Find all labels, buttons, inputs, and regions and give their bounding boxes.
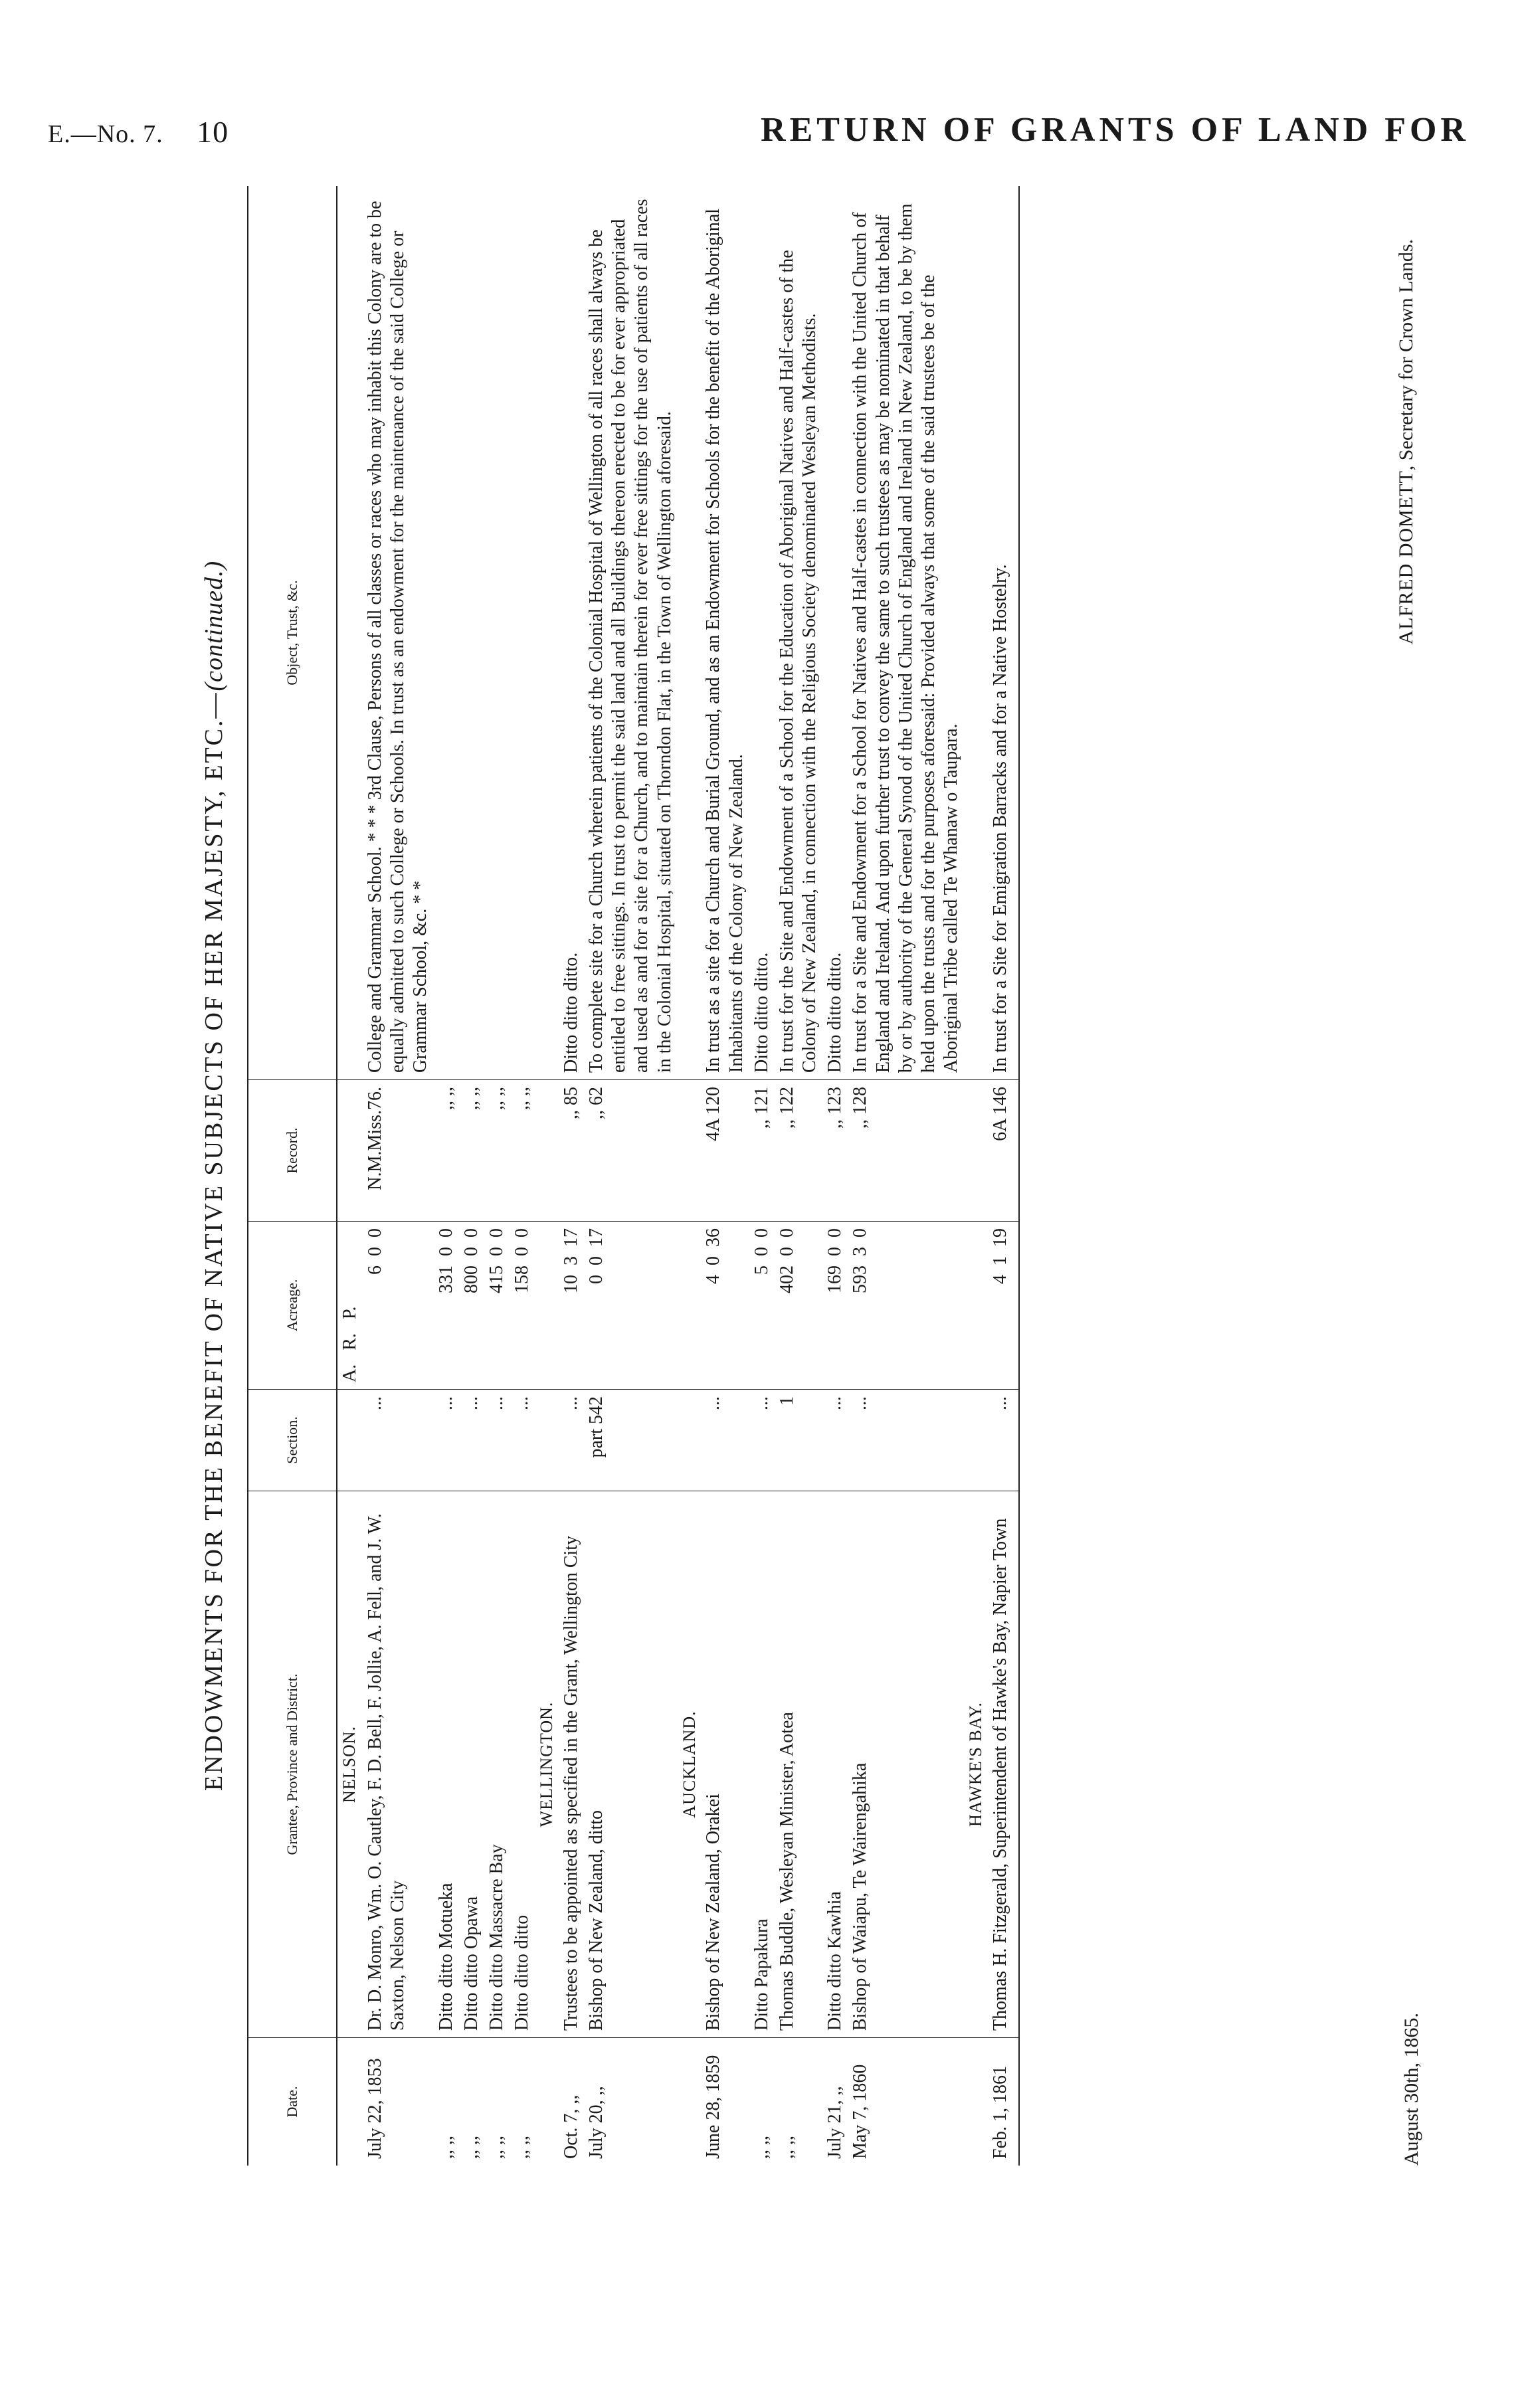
row-object: Ditto ditto ditto. — [559, 186, 584, 1080]
row-object: Ditto ditto ditto. — [822, 186, 848, 1080]
row-date: ,, ,, — [460, 2136, 482, 2159]
row-date: July 21, ,, — [824, 2086, 846, 2159]
row-date: Oct. 7, ,, — [560, 2094, 581, 2159]
row-object: To complete site for a Church wherein patients of the Colonial Hospital of Wellington of all races shall always be entitled to free sittings. In trust to permit the said land and all Buildings thereon erected to be for ever appropriated and used as and for a site for a Church, and to maintain therein for ever free sittings for the use of patients of all races in the Colonial Hospital, situated on Thorndon Flat, in the Town of Wellington aforesaid. — [584, 186, 678, 1080]
row-record: ,, 62 — [584, 1080, 678, 1222]
signature-title: , Secretary for Crown Lands. — [1395, 239, 1417, 471]
row-section: ... — [749, 1390, 775, 1491]
col-date: Date. — [248, 2038, 337, 2166]
province-row — [678, 186, 702, 2166]
table-row — [822, 186, 848, 2166]
row-section: ... — [510, 1390, 535, 1491]
row-date: ,, ,, — [486, 2136, 507, 2159]
row-grantee: Bishop of New Zealand, Orakei — [701, 1491, 749, 2038]
empty-cell — [337, 1390, 363, 1491]
row-record: ,, ,, — [434, 1080, 459, 1222]
table-row — [749, 186, 775, 2166]
row-section: part 542 — [584, 1390, 678, 1491]
footer-date: August 30th, 1865. — [1400, 2012, 1422, 2166]
signature-name: ALFRED DOMETT — [1395, 470, 1417, 645]
empty-cell — [535, 186, 559, 1080]
row-acreage: 800 0 0 — [459, 1222, 484, 1390]
row-section: ... — [363, 1390, 433, 1491]
col-section: Section. — [248, 1390, 337, 1491]
empty-cell — [535, 1390, 559, 1491]
empty-cell — [337, 2038, 363, 2166]
row-acreage: 158 0 0 — [510, 1222, 535, 1390]
col-object: Object, Trust, &c. — [248, 186, 337, 1080]
table-row — [363, 186, 433, 2166]
empty-cell — [678, 186, 702, 1080]
table-row — [510, 186, 535, 2166]
table-row — [848, 186, 964, 2166]
row-grantee: Ditto ditto Massacre Bay — [484, 1491, 510, 2038]
row-acreage: 169 0 0 — [822, 1222, 848, 1390]
row-object — [459, 186, 484, 1080]
province-cell — [964, 1491, 988, 2038]
row-section: ... — [484, 1390, 510, 1491]
row-date: June 28, 1859 — [703, 2055, 724, 2159]
row-record: ,, 121 — [749, 1080, 775, 1222]
empty-cell — [678, 1390, 702, 1491]
col-record: Record. — [248, 1080, 337, 1222]
footer-signature — [1395, 239, 1418, 644]
row-acreage: 6 0 0 — [363, 1222, 433, 1390]
empty-cell — [337, 186, 363, 1080]
row-object: In trust as a site for a Church and Burial Ground, and as an Endowment for Schools for the benefit of the Aboriginal Inhabitants of the Colony of New Zealand. — [701, 186, 749, 1080]
row-section: ... — [459, 1390, 484, 1491]
row-date: Feb. 1, 1861 — [988, 2038, 1019, 2166]
rotated-table-block — [199, 186, 1501, 2166]
row-section: ... — [988, 1390, 1019, 1491]
table-title — [199, 186, 229, 2166]
row-acreage: 0 0 17 — [584, 1222, 678, 1390]
row-grantee: Dr. D. Monro, Wm. O. Cautley, F. D. Bell, F. Jollie, A. Fell, and J. W. Saxton, Nelson City — [363, 1491, 433, 2038]
table-row — [459, 186, 484, 2166]
table-row — [701, 186, 749, 2166]
empty-cell — [535, 1080, 559, 1222]
row-grantee: Ditto Papakura — [749, 1491, 775, 2038]
report-ref-label: E.—No. 7. — [48, 120, 163, 148]
table-row — [584, 186, 678, 2166]
row-grantee: Bishop of New Zealand, ditto — [584, 1491, 678, 2038]
row-record: ,, ,, — [510, 1080, 535, 1222]
table-row — [775, 186, 822, 2166]
row-grantee: Ditto ditto Kawhia — [822, 1491, 848, 2038]
table-header-row — [248, 186, 337, 2166]
row-date: ,, ,, — [751, 2136, 772, 2159]
empty-cell — [535, 1222, 559, 1390]
row-section: 1 — [775, 1390, 822, 1491]
row-date: May 7, 1860 — [850, 2064, 871, 2159]
empty-cell — [964, 1222, 988, 1390]
province-wellington: WELLINGTON. — [537, 1701, 557, 1827]
row-grantee: Ditto ditto Motueka — [434, 1491, 459, 2038]
empty-cell — [964, 1080, 988, 1222]
province-row — [535, 186, 559, 2166]
row-record: ,, ,, — [459, 1080, 484, 1222]
row-object: In trust for a Site and Endowment for a School for Natives and Half-castes in connection with the United Church of England and Ireland. And upon further trust to convey the same to such trustees as may be nominated in that behalf by or by authority of the General Synod of the United Church of England and Ireland in New Zealand, to be by them held upon the trusts and for the purposes aforesaid: Provided always that some of the said trustees be of the Aboriginal Tribe called Te Whanaw o Taupara. — [848, 186, 964, 1080]
province-cell — [337, 1491, 363, 2038]
empty-cell — [964, 1390, 988, 1491]
row-acreage: 415 0 0 — [484, 1222, 510, 1390]
col-grantee: Grantee, Province and District. — [248, 1491, 337, 2038]
row-object — [484, 186, 510, 1080]
table-title-text: ENDOWMENTS FOR THE BENEFIT OF NATIVE SUBJECTS OF HER MAJESTY, ETC.— — [200, 691, 228, 1792]
row-record: 6A 146 — [988, 1080, 1019, 1222]
row-grantee: Trustees to be appointed as specified in the Grant, Wellington City — [559, 1491, 584, 2038]
row-object: College and Grammar School. * * * 3rd Clause, Persons of all classes or races who may inhabit this Colony are to be equally admitted to such College or Schools. In trust as an endowment for the maintenance of the said College or Grammar School, &c. * * — [363, 186, 433, 1080]
province-cell — [535, 1491, 559, 2038]
row-acreage: 4 1 19 — [988, 1222, 1019, 1390]
row-record: N.M.Miss.76. — [363, 1080, 433, 1222]
row-acreage: 4 0 36 — [701, 1222, 749, 1390]
province-row — [337, 186, 363, 2166]
row-date: ,, ,, — [435, 2136, 456, 2159]
row-date: July 20, ,, — [586, 2086, 607, 2159]
row-date: ,, ,, — [776, 2136, 797, 2159]
row-section: ... — [559, 1390, 584, 1491]
table-title-suffix: (continued.) — [200, 560, 228, 692]
row-acreage: 593 3 0 — [848, 1222, 964, 1390]
row-section: ... — [701, 1390, 749, 1491]
running-title: RETURN OF GRANTS OF LAND FOR — [761, 111, 1469, 149]
row-grantee: Ditto ditto ditto — [510, 1491, 535, 2038]
province-row — [964, 186, 988, 2166]
row-grantee: Bishop of Waiapu, Te Wairengahika — [848, 1491, 964, 2038]
province-nelson: NELSON. — [339, 1725, 359, 1804]
table-row — [559, 186, 584, 2166]
row-grantee: Thomas Buddle, Wesleyan Minister, Aotea — [775, 1491, 822, 2038]
page-number: 10 — [197, 115, 229, 149]
row-section: ... — [848, 1390, 964, 1491]
row-object — [434, 186, 459, 1080]
province-auckland: AUCKLAND. — [679, 1711, 699, 1818]
table-row — [484, 186, 510, 2166]
row-grantee: Ditto ditto Opawa — [459, 1491, 484, 2038]
empty-cell — [678, 1222, 702, 1390]
row-acreage: 402 0 0 — [775, 1222, 822, 1390]
row-record: ,, ,, — [484, 1080, 510, 1222]
table-row — [434, 186, 459, 2166]
row-record: ,, 122 — [775, 1080, 822, 1222]
row-record: ,, 85 — [559, 1080, 584, 1222]
province-cell — [678, 1491, 702, 2038]
row-object: In trust for a Site for Emigration Barracks and for a Native Hostelry. — [988, 186, 1019, 1080]
report-reference — [48, 114, 229, 149]
row-record: ,, 128 — [848, 1080, 964, 1222]
empty-cell — [964, 186, 988, 1080]
empty-cell — [337, 1080, 363, 1222]
row-record: 4A 120 — [701, 1080, 749, 1222]
row-section: ... — [822, 1390, 848, 1491]
empty-cell — [678, 1080, 702, 1222]
empty-cell — [535, 2038, 559, 2166]
row-object: In trust for the Site and Endowment of a School for the Education of Aboriginal Natives and Half-castes of the Colony of New Zealand, in connection with the Religious Society denominated Wesleyan Methodists. — [775, 186, 822, 1080]
row-acreage: 10 3 17 — [559, 1222, 584, 1390]
row-section: ... — [434, 1390, 459, 1491]
empty-cell — [964, 2038, 988, 2166]
row-object — [510, 186, 535, 1080]
row-date: July 22, 1853 — [365, 2058, 386, 2159]
row-acreage: 331 0 0 — [434, 1222, 459, 1390]
row-record: ,, 123 — [822, 1080, 848, 1222]
province-hawkes-bay: HAWKE'S BAY. — [966, 1702, 986, 1827]
grants-table — [247, 186, 1020, 2166]
col-acreage: Acreage. — [248, 1222, 337, 1390]
empty-cell — [678, 2038, 702, 2166]
row-grantee: Thomas H. Fitzgerald, Superintendent of Hawke's Bay, Napier Town — [988, 1491, 1019, 2038]
row-acreage: 5 0 0 — [749, 1222, 775, 1390]
row-object: Ditto ditto ditto. — [749, 186, 775, 1080]
row-date: ,, ,, — [512, 2136, 533, 2159]
acreage-units: A. R. P. — [337, 1222, 363, 1390]
table-row — [988, 186, 1019, 2166]
